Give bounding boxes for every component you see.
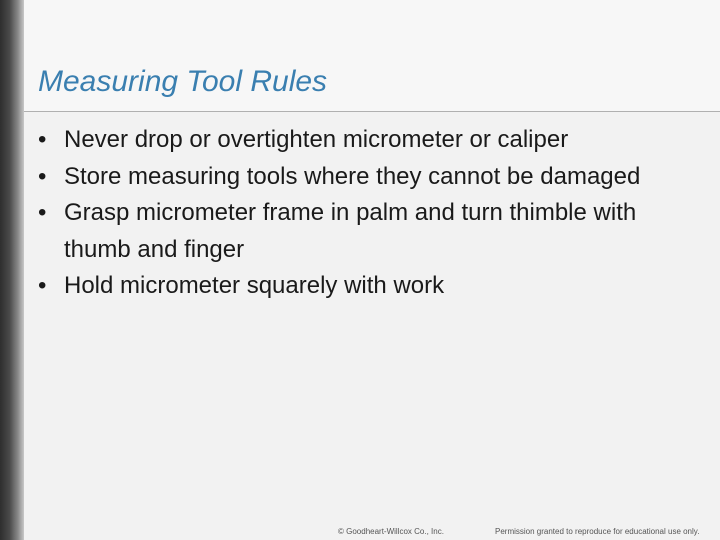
bullet-dot-icon: •	[38, 162, 47, 190]
bullet-dot-icon: •	[38, 199, 47, 226]
bullet-item	[38, 195, 702, 268]
footer-copyright: © Goodheart-Willcox Co., Inc.	[338, 527, 444, 536]
bullet-item	[38, 268, 702, 305]
bullet-dot-icon: •	[38, 272, 47, 299]
bullet-item	[38, 122, 702, 159]
bullet-text: Grasp micrometer frame in palm and turn thimble with thumb and finger	[64, 199, 637, 263]
slide-title: Measuring Tool Rules	[38, 65, 328, 98]
bullet-text: Never drop or overtighten micrometer or caliper	[64, 126, 569, 153]
bullet-item	[38, 159, 702, 196]
bullet-list	[38, 122, 702, 305]
bullet-text: Hold micrometer squarely with work	[64, 272, 445, 299]
left-accent-bar	[0, 0, 24, 540]
bullet-dot-icon: •	[38, 126, 47, 153]
bullet-text: Store measuring tools where they cannot be damaged	[64, 162, 641, 190]
footer-permission: Permission granted to reproduce for educational use only.	[495, 527, 700, 536]
